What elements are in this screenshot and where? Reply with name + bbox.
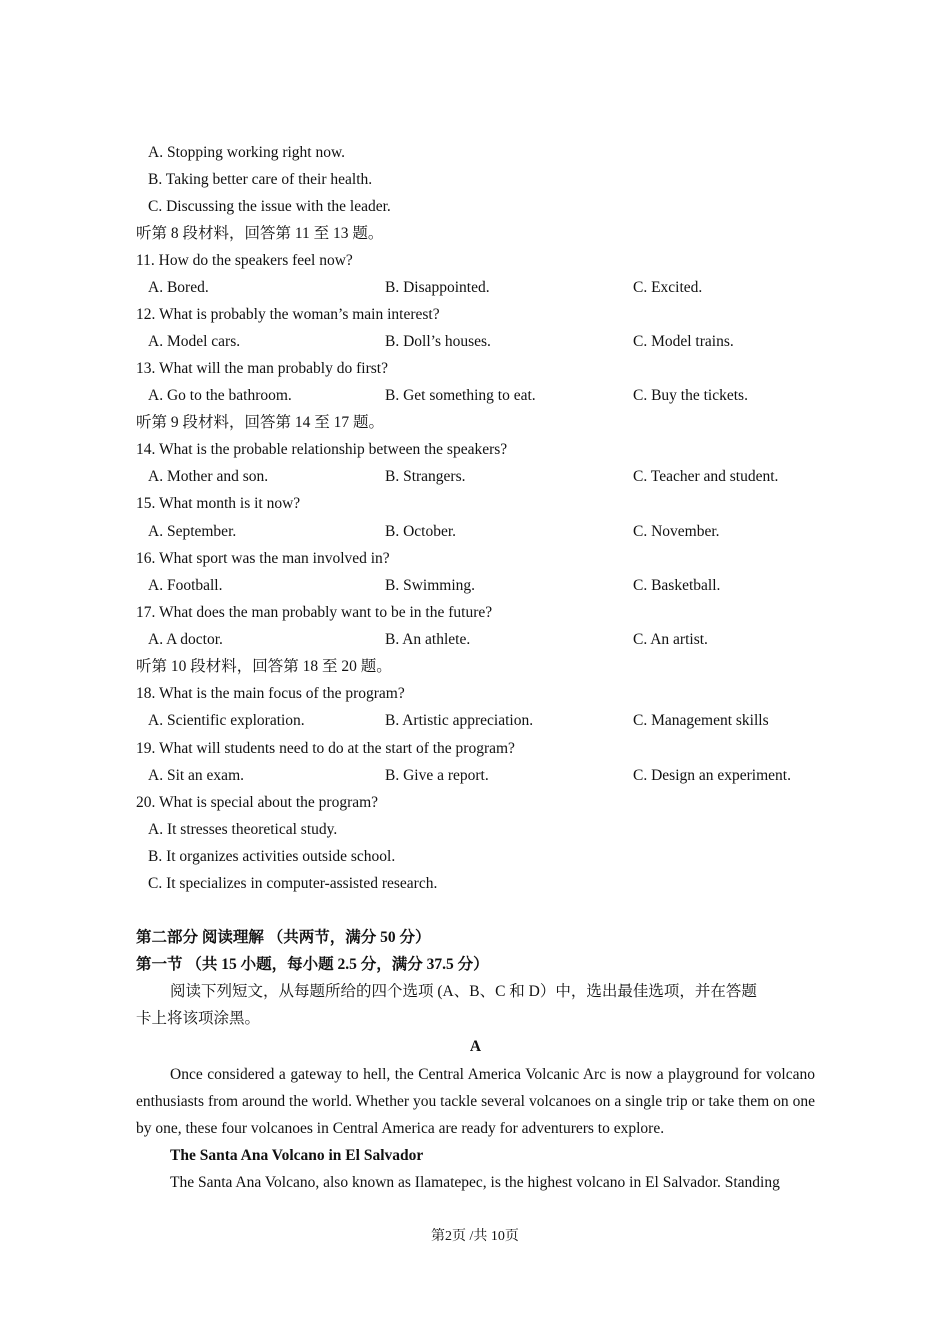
q15-option-c: C. November. — [633, 523, 720, 540]
q14-option-a: A. Mother and son. — [148, 468, 269, 485]
passage-paragraph-1 — [136, 1061, 815, 1142]
q19-option-a: A. Sit an exam. — [148, 767, 244, 784]
section1-heading: 第一节 （共 15 小题，每小题 2.5 分，满分 37.5 分） — [136, 956, 489, 973]
section10-heading: 听第 10 段材料，回答第 18 至 20 题。 — [136, 658, 392, 675]
question-19: 19. What will students need to do at the start of the program? — [136, 740, 515, 757]
question-11: 11. How do the speakers feel now? — [136, 252, 353, 269]
q11-option-b: B. Disappointed. — [385, 279, 490, 296]
q13-option-a: A. Go to the bathroom. — [148, 387, 292, 404]
q18-option-c: C. Management skills — [633, 712, 769, 729]
q17-option-b: B. An athlete. — [385, 631, 471, 648]
q16-option-b: B. Swimming. — [385, 577, 476, 594]
q17-option-a: A. A doctor. — [148, 631, 223, 648]
q19-option-c: C. Design an experiment. — [633, 767, 791, 784]
question-16: 16. What sport was the man involved in? — [136, 550, 390, 567]
q16-option-c: C. Basketball. — [633, 577, 721, 594]
question-18: 18. What is the main focus of the program? — [136, 685, 405, 702]
q13-option-c: C. Buy the tickets. — [633, 387, 748, 404]
passage-label: A — [469, 1038, 482, 1055]
q19-option-b: B. Give a report. — [385, 767, 489, 784]
q16-option-a: A. Football. — [148, 577, 223, 594]
q10-option-a: A. Stopping working right now. — [148, 144, 346, 161]
q17-option-c: C. An artist. — [633, 631, 708, 648]
q14-option-c: C. Teacher and student. — [633, 468, 779, 485]
passage-paragraph-1-text: Once considered a gateway to hell, the Central America Volcanic Arc is now a playground for volcano enthusiasts from around the world. Whether you tackle several volcanoes on a single trip or take them on one by one, these four volcanoes in Central America are ready for adventurers to explore. — [136, 1066, 815, 1137]
question-15: 15. What month is it now? — [136, 495, 301, 512]
q20-option-a: A. It stresses theoretical study. — [148, 821, 338, 838]
q10-option-b: B. Taking better care of their health. — [148, 171, 373, 188]
question-14: 14. What is the probable relationship between the speakers? — [136, 441, 508, 458]
q14-option-b: B. Strangers. — [385, 468, 466, 485]
instructions-line-1: 阅读下列短文，从每题所给的四个选项 (A、B、C 和 D）中，选出最佳选项，并在答题 — [170, 983, 757, 1000]
q11-option-a: A. Bored. — [148, 279, 209, 296]
page-footer: 第2页 /共 10页 — [431, 1229, 519, 1244]
passage-paragraph-2: The Santa Ana Volcano, also known as Ilamatepec, is the highest volcano in El Salvador. Standing — [170, 1174, 780, 1191]
q11-option-c: C. Excited. — [633, 279, 703, 296]
q20-option-c: C. It specializes in computer-assisted research. — [148, 875, 438, 892]
question-20: 20. What is special about the program? — [136, 794, 379, 811]
section8-heading: 听第 8 段材料，回答第 11 至 13 题。 — [136, 225, 384, 242]
q15-option-a: A. September. — [148, 523, 237, 540]
q12-option-b: B. Doll’s houses. — [385, 333, 491, 350]
section9-heading: 听第 9 段材料，回答第 14 至 17 题。 — [136, 414, 385, 431]
passage-subheading: The Santa Ana Volcano in El Salvador — [170, 1147, 424, 1164]
question-17: 17. What does the man probably want to be in the future? — [136, 604, 493, 621]
q15-option-b: B. October. — [385, 523, 457, 540]
part2-heading: 第二部分 阅读理解 （共两节，满分 50 分） — [136, 929, 431, 946]
q10-option-c: C. Discussing the issue with the leader. — [148, 198, 391, 215]
question-12: 12. What is probably the woman’s main interest? — [136, 306, 440, 323]
q12-option-c: C. Model trains. — [633, 333, 734, 350]
q18-option-a: A. Scientific exploration. — [148, 712, 305, 729]
q18-option-b: B. Artistic appreciation. — [385, 712, 534, 729]
q12-option-a: A. Model cars. — [148, 333, 241, 350]
question-13: 13. What will the man probably do first? — [136, 360, 388, 377]
q20-option-b: B. It organizes activities outside school. — [148, 848, 396, 865]
q13-option-b: B. Get something to eat. — [385, 387, 536, 404]
instructions-line-2: 卡上将该项涂黑。 — [136, 1010, 261, 1027]
